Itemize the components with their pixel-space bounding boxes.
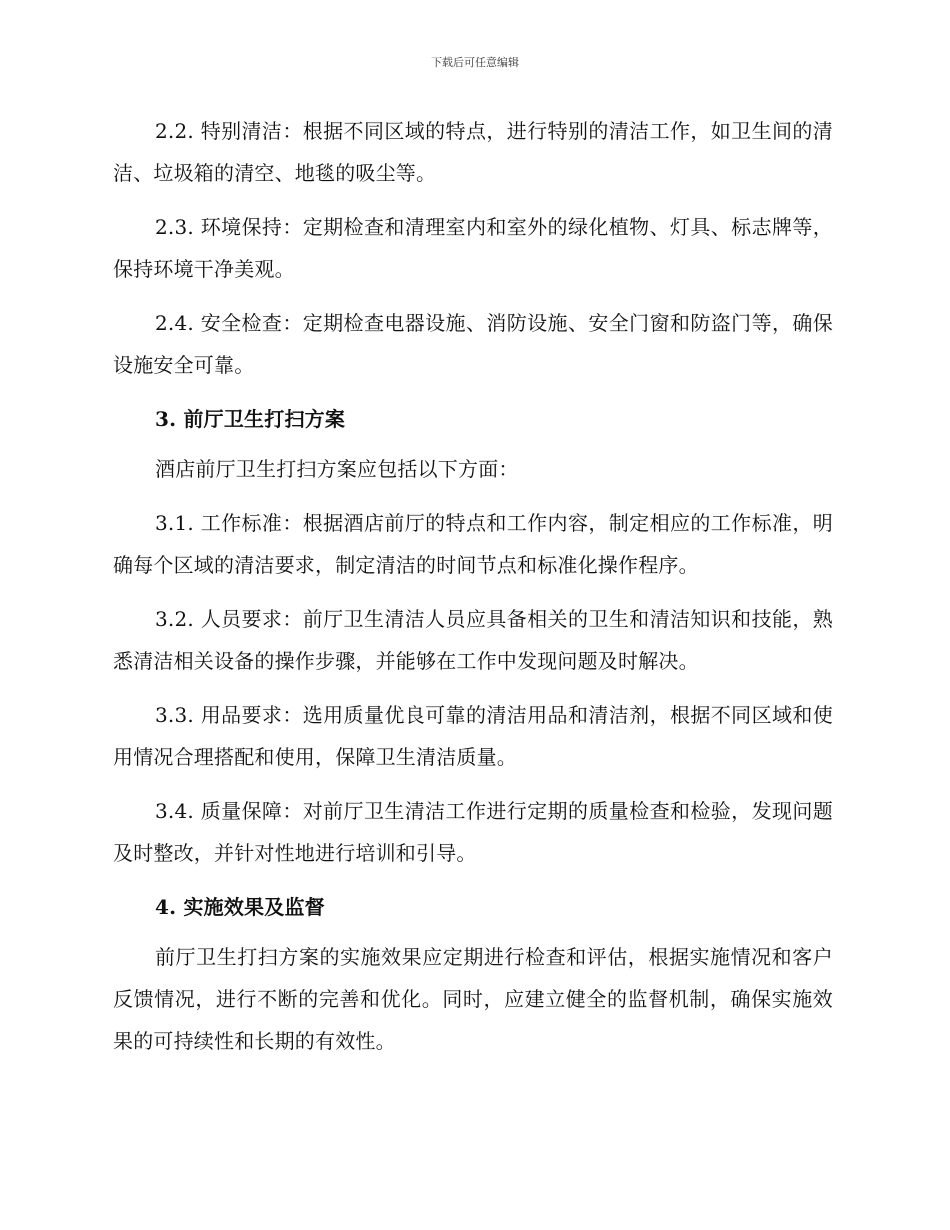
paragraph-3-2: 3.2. 人员要求：前厅卫生清洁人员应具备相关的卫生和清洁知识和技能，熟悉清洁相关设备的操作步骤，并能够在工作中发现问题及时解决。 [113,607,833,673]
section-heading-4: 4. 实施效果及监督 [155,895,325,919]
paragraph-2-3: 2.3. 环境保持：定期检查和清理室内和室外的绿化植物、灯具、标志牌等，保持环境干净美观。 [113,215,833,281]
paragraph-2-4: 2.4. 安全检查：定期检查电器设施、消防设施、安全门窗和防盗门等，确保设施安全可靠。 [113,311,833,377]
page-header: 下载后可任意编辑 [431,56,519,69]
paragraph-3-1: 3.1. 工作标准：根据酒店前厅的特点和工作内容，制定相应的工作标准，明确每个区域的清洁要求，制定清洁的时间节点和标准化操作程序。 [113,511,833,577]
paragraph-3-intro: 酒店前厅卫生打扫方案应包括以下方面： [155,457,519,481]
paragraph-2-2: 2.2. 特别清洁：根据不同区域的特点，进行特别的清洁工作，如卫生间的清洁、垃圾箱的清空、地毯的吸尘等。 [113,119,833,185]
paragraph-4-body: 前厅卫生打扫方案的实施效果应定期进行检查和评估，根据实施情况和客户反馈情况，进行不断的完善和优化。同时，应建立健全的监督机制，确保实施效果的可持续性和长期的有效性。 [113,945,833,1053]
paragraph-3-3: 3.3. 用品要求：选用质量优良可靠的清洁用品和清洁剂，根据不同区域和使用情况合理搭配和使用，保障卫生清洁质量。 [113,703,833,769]
section-heading-3: 3. 前厅卫生打扫方案 [155,407,346,431]
paragraph-3-4: 3.4. 质量保障：对前厅卫生清洁工作进行定期的质量检查和检验，发现问题及时整改，并针对性地进行培训和引导。 [113,799,833,865]
document-body [113,110,833,1074]
